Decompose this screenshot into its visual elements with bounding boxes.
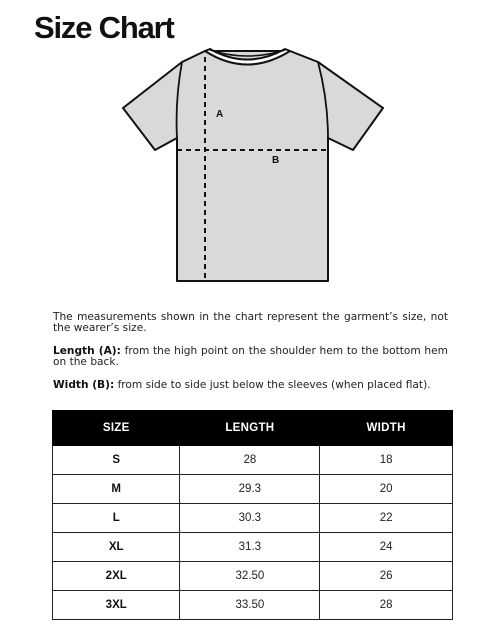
label-a: A <box>216 109 224 120</box>
length-text: from the high point on the shoulder hem to the bottom hem on the back. <box>53 345 448 368</box>
page-title: Size Chart <box>34 10 174 45</box>
cell-width: 22 <box>320 504 453 533</box>
cell-length: 31.3 <box>180 533 320 562</box>
table-row <box>53 504 453 533</box>
width-label: Width (B): <box>53 379 115 391</box>
header-size: SIZE <box>53 411 180 446</box>
header-length: LENGTH <box>180 411 320 446</box>
table-row <box>53 446 453 475</box>
cell-size: L <box>53 504 180 533</box>
cell-size: 3XL <box>53 591 180 620</box>
cell-length: 29.3 <box>180 475 320 504</box>
table-row <box>53 591 453 620</box>
intro-text: The measurements shown in the chart represent the garment’s size, not the wearer’s size. <box>53 311 448 334</box>
cell-length: 32.50 <box>180 562 320 591</box>
cell-length: 30.3 <box>180 504 320 533</box>
cell-length: 28 <box>180 446 320 475</box>
cell-size: M <box>53 475 180 504</box>
cell-width: 18 <box>320 446 453 475</box>
cell-width: 26 <box>320 562 453 591</box>
table-row <box>53 475 453 504</box>
width-description <box>53 380 448 391</box>
size-table <box>52 410 453 620</box>
header-width: WIDTH <box>320 411 453 446</box>
cell-width: 24 <box>320 533 453 562</box>
cell-size: XL <box>53 533 180 562</box>
length-label: Length (A): <box>53 345 121 357</box>
cell-width: 20 <box>320 475 453 504</box>
table-row <box>53 533 453 562</box>
length-description <box>53 346 448 368</box>
label-b: B <box>272 155 280 166</box>
cell-length: 33.50 <box>180 591 320 620</box>
cell-width: 28 <box>320 591 453 620</box>
tshirt-diagram <box>0 0 500 300</box>
cell-size: S <box>53 446 180 475</box>
width-text: from side to side just below the sleeves (when placed flat). <box>114 379 431 391</box>
cell-size: 2XL <box>53 562 180 591</box>
table-header-row <box>53 411 453 446</box>
tshirt-outline <box>123 51 383 281</box>
table-row <box>53 562 453 591</box>
